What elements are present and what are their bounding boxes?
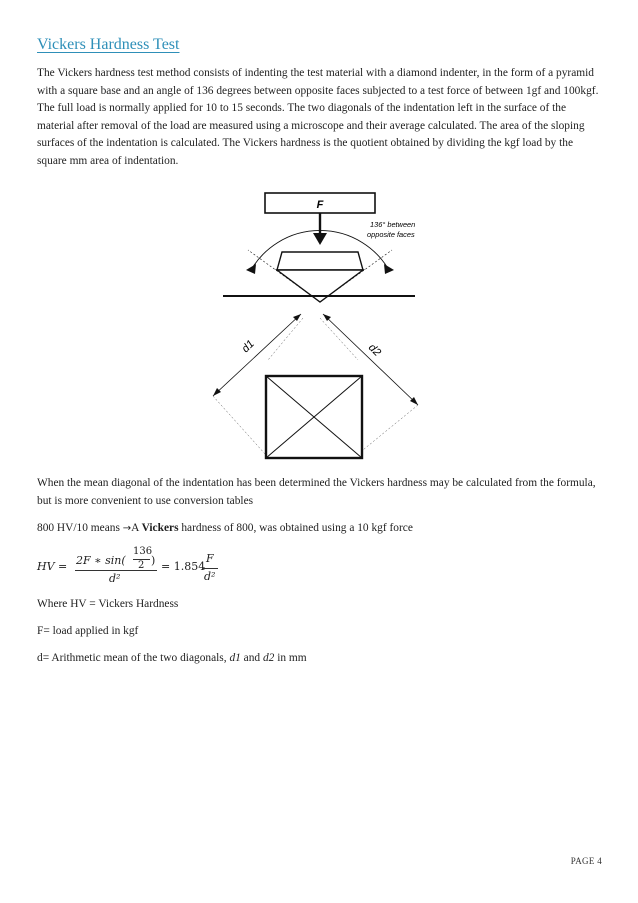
mean-diagonal-paragraph: When the mean diagonal of the indentation has been determined the Vickers hardness may be calculated from the formula, but is more convenient to use conversion tables [37,477,596,507]
where-hv: Where HV = Vickers Hardness [37,598,179,610]
where-d2: d2 [262,652,275,664]
example-bold: Vickers [141,522,179,534]
arc-arrow-right [384,264,394,274]
formula-angle-num: 136 [133,546,153,557]
d1-label: d1 [239,337,257,356]
section-heading: Vickers Hardness Test [37,36,180,53]
where-d-suffix: in mm [274,652,307,664]
example-line [37,520,603,538]
example-prefix: 800 HV/10 means [37,522,123,534]
formula-frac-den: d² [204,570,216,583]
arc-arrow-left [246,264,256,274]
where-d [37,650,603,668]
angle-label-2: opposite faces [367,230,415,239]
vickers-indenter-diagram [208,190,430,462]
formula-close-paren: ) [151,554,156,567]
angle-label-1: 136° between [370,220,416,229]
formula-denominator: d² [109,572,121,585]
formula-numerator: 2F ∗ sin( [76,554,126,567]
force-arrow-head [313,233,327,245]
main-fraction-bar [75,570,157,571]
indenter-tip [277,270,363,302]
where-f: F= load applied in kgf [37,625,139,637]
formula-angle-den: 2 [138,560,145,571]
ext-line-3 [213,396,265,454]
example-suffix: hardness of 800, was obtained using a 10 kgf force [178,522,413,534]
where-d1: d1 [229,652,241,664]
intro-paragraph: The Vickers hardness test method consists of indenting the test material with a diamond indenter, in the form of a pyramid with a square base and an angle of 136 degrees between opposite faces subjected to a test force of between 1gf and 100kgf. The full load is normally applied for 10 to 15 seconds. The two diagonals of the indentation left in the surface of the material after removal of the load are measured using a microscope and their average calculated. The area of the sloping surfaces of the indentation is calculated. The Vickers hardness is the quotient obtained by dividing the kgf load by the square mm area of indentation. [37,67,599,167]
d2-arrow-top [323,314,331,321]
const-fraction-bar [203,568,218,569]
formula-const: = 1.854 [161,560,206,573]
where-d-and: and [240,652,263,664]
formula-lhs: HV = [37,560,68,573]
hv-formula [37,546,237,586]
force-label: F [316,199,324,211]
indenter-body [277,252,363,270]
where-d-prefix: d= Arithmetic mean of the two diagonals, [37,652,230,664]
ext-line-2 [320,318,358,360]
page-number: PAGE 4 [570,856,602,866]
ext-line-4 [358,405,418,454]
example-middle: A [131,522,142,534]
arrow-right-icon: → [122,523,132,534]
ext-line-1 [268,318,303,360]
d2-label: d2 [365,341,384,359]
formula-frac-num: F [206,552,214,565]
